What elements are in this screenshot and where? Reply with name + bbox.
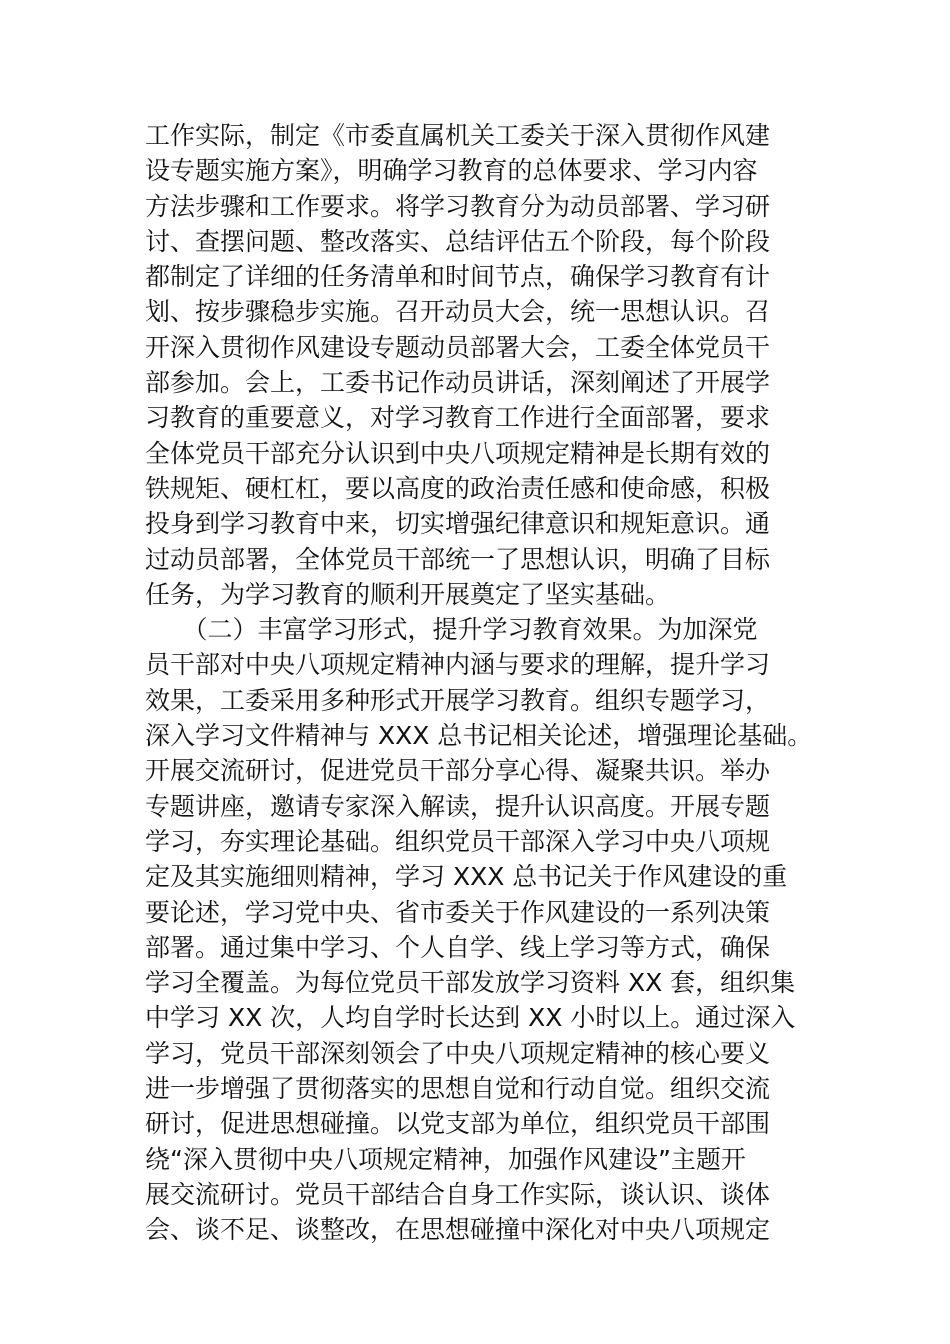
text-line: 划、按步骤稳步实施。召开动员大会，统一思想认识。召 <box>145 297 771 327</box>
text-line: 开深入贯彻作风建设专题动员部署大会，工委全体党员干 <box>145 332 771 362</box>
text-line: 方法步骤和工作要求。将学习教育分为动员部署、学习研 <box>145 191 771 221</box>
text-line: 定及其实施细则精神，学习 XXX 总书记关于作风建设的重 <box>145 862 788 892</box>
text-line: 要论述，学习党中央、省市委关于作风建设的一系列决策 <box>145 897 771 927</box>
text-line: 学习全覆盖。为每位党员干部发放学习资料 XX 套，组织集 <box>145 968 796 998</box>
text-line: 铁规矩、硬杠杠，要以高度的政治责任感和使命感，积极 <box>145 473 771 503</box>
text-line: 专题讲座，邀请专家深入解读，提升认识高度。开展专题 <box>145 791 771 821</box>
text-line: 设专题实施方案》，明确学习教育的总体要求、学习内容 <box>145 156 758 186</box>
text-line: 进一步增强了贯彻落实的思想自觉和行动自觉。组织交流 <box>145 1074 771 1104</box>
text-line: 会、谈不足、谈整改，在思想碰撞中深化对中央八项规定 <box>145 1215 771 1245</box>
text-line: 任务，为学习教育的顺利开展奠定了坚实基础。 <box>145 579 671 609</box>
text-line: 部参加。会上，工委书记作动员讲话，深刻阐述了开展学 <box>145 368 771 398</box>
document-body <box>145 118 845 1248</box>
text-line: 讨、查摆问题、整改落实、总结评估五个阶段，每个阶段 <box>145 226 771 256</box>
text-line: 投身到学习教育中来，切实增强纪律意识和规矩意识。通 <box>145 509 771 539</box>
text-line: 研讨，促进思想碰撞。以党支部为单位，组织党员干部围 <box>145 1109 771 1139</box>
text-line: 学习，夯实理论基础。组织党员干部深入学习中央八项规 <box>145 826 771 856</box>
text-line: 深入学习文件精神与 XXX 总书记相关论述，增强理论基础。 <box>145 721 813 751</box>
text-line: 员干部对中央八项规定精神内涵与要求的理解，提升学习 <box>145 650 771 680</box>
text-line: 开展交流研讨，促进党员干部分享心得、凝聚共识。举办 <box>145 756 771 786</box>
text-line: 中学习 XX 次，人均自学时长达到 XX 小时以上。通过深入 <box>145 1003 796 1033</box>
text-line: 工作实际，制定《市委直属机关工委关于深入贯彻作风建 <box>145 121 771 150</box>
text-line: 过动员部署，全体党员干部统一了思想认识，明确了目标 <box>145 544 771 574</box>
text-line: 习教育的重要意义，对学习教育工作进行全面部署，要求 <box>145 403 771 433</box>
text-line: 展交流研讨。党员干部结合自身工作实际，谈认识、谈体 <box>145 1179 771 1209</box>
text-line: 学习，党员干部深刻领会了中央八项规定精神的核心要义 <box>145 1038 771 1068</box>
text-line: 都制定了详细的任务清单和时间节点，确保学习教育有计 <box>145 262 771 292</box>
text-line: 效果，工委采用多种形式开展学习教育。组织专题学习， <box>145 685 771 715</box>
section-heading-line: （二）丰富学习形式，提升学习教育效果。为加深党 <box>145 615 758 645</box>
text-line: 部署。通过集中学习、个人自学、线上学习等方式，确保 <box>145 932 771 962</box>
text-line: 全体党员干部充分认识到中央八项规定精神是长期有效的 <box>145 438 771 468</box>
text-line: 绕“深入贯彻中央八项规定精神，加强作风建设”主题开 <box>145 1144 746 1174</box>
